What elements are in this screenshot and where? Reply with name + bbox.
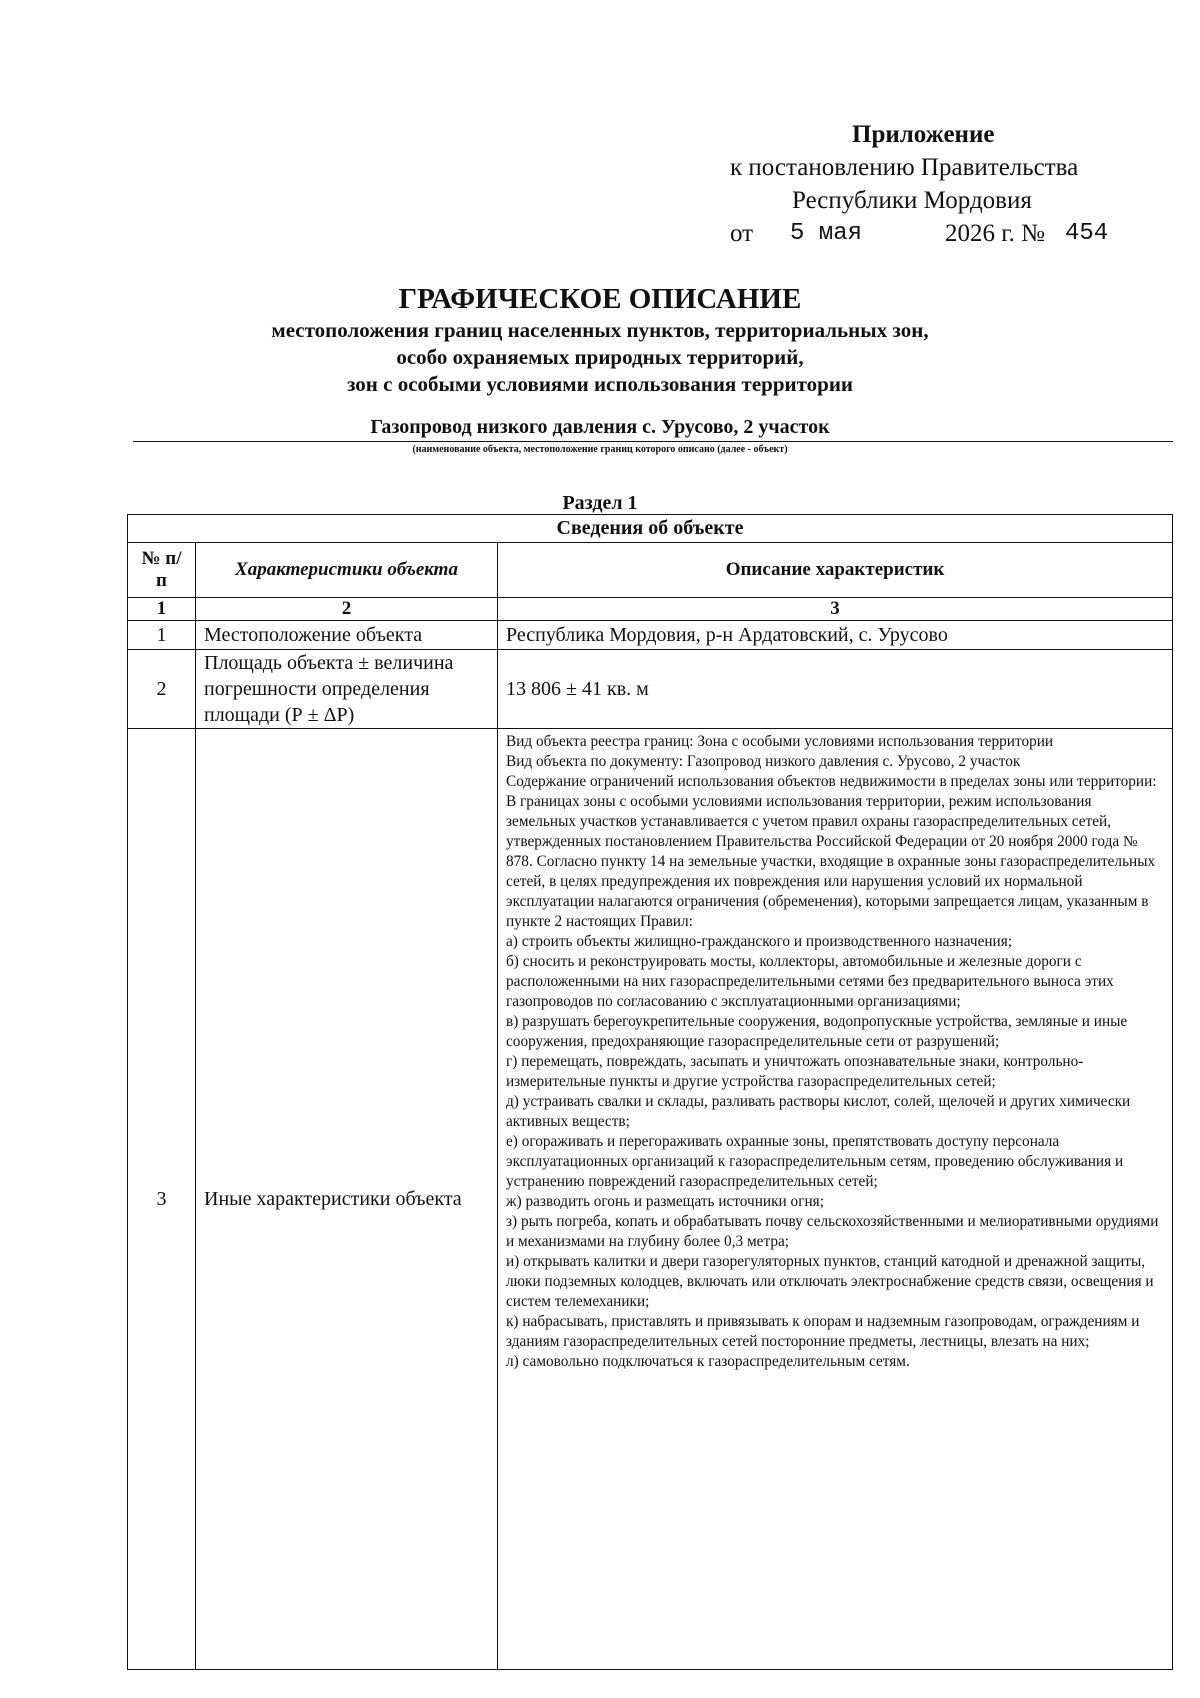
column-number: 3 bbox=[498, 598, 1173, 621]
appendix-line-1: к постановлению Правительства bbox=[730, 154, 1079, 181]
object-caption: (наименование объекта, местоположение границ которого описано (далее - объект) bbox=[412, 444, 788, 455]
header-number: № п/п bbox=[128, 543, 196, 598]
row-characteristic: Иные характеристики объекта bbox=[196, 729, 498, 1670]
table-title-row bbox=[128, 515, 1173, 543]
header-description: Описание характеристик bbox=[498, 543, 1173, 598]
header-characteristics: Характеристики объекта bbox=[196, 543, 498, 598]
table-title: Сведения об объекте bbox=[128, 515, 1173, 543]
table-row bbox=[128, 621, 1173, 650]
column-number: 1 bbox=[128, 598, 196, 621]
object-name: Газопровод низкого давления с. Урусово, 2 участок bbox=[370, 416, 830, 438]
subtitle-line: особо охраняемых природных территорий, bbox=[396, 345, 804, 369]
appendix-date: 5 мая bbox=[790, 220, 863, 247]
subtitle-line: зон с особыми условиями использования территории bbox=[346, 372, 854, 396]
object-name-underline bbox=[133, 441, 1173, 442]
appendix-line-2: Республики Мордовия bbox=[792, 187, 1032, 214]
row-number: 3 bbox=[128, 729, 196, 1670]
object-info-table bbox=[127, 514, 1173, 1670]
table-row bbox=[128, 729, 1173, 1670]
table-row bbox=[128, 650, 1173, 729]
document-title: ГРАФИЧЕСКОЕ ОПИСАНИЕ bbox=[398, 283, 802, 315]
row-number: 2 bbox=[128, 650, 196, 729]
row-value: Вид объекта реестра границ: Зона с особыми условиями использования территории Вид объекта по документу: Газопровод низкого давления с. Урусово, 2 участок Содержание ограничений использования объектов недвижимости в пределах зоны или территории: В границах зоны с особыми условиями использования территории, режим использования земельных участков устанавливается с учетом правил охраны газораспределительных сетей, утвержденных постановлением Правительства Российской Федерации от 20 ноября 2000 года № 878. Согласно пункту 14 на земельные участки, входящие в охранные зоны газораспределительных сетей, в целях предупреждения их повреждения или нарушения условий их нормальной эксплуатации налагаются ограничения (обременения), которыми запрещается лицам, указанным в пункте 2 настоящих Правил: а) строить объекты жилищно-гражданского и производственного назначения; б) сносить и реконструировать мосты, коллекторы, автомобильные и железные дороги с расположенными на них газораспределительными сетями без предварительного выноса этих газопроводов по согласованию с эксплуатационными организациями; в) разрушать берегоукрепительные сооружения, водопропускные устройства, земляные и иные сооружения, предохраняющие газораспределительные сети от разрушений; г) перемещать, повреждать, засыпать и уничтожать опознавательные знаки, контрольно-измерительные пункты и другие устройства газораспределительных сетей; д) устраивать свалки и склады, разливать растворы кислот, солей, щелочей и других химически активных веществ; е) огораживать и перегораживать охранные зоны, препятствовать доступу персонала эксплуатационных организаций к газораспределительным сетям, проведению обслуживания и устранению повреждений газораспределительных сетей; ж) разводить огонь и размещать источники огня; з) рыть погреба, копать и обрабатывать почву сельскохозяйственными и мелиоративными орудиями и механизмами на глубину более 0,3 метра; и) открывать калитки и двери газорегуляторных пунктов, станций катодной и дренажной защиты, люки подземных колодцев, включать или отключать электроснабжение средств связи, освещения и систем телемеханики; к) набрасывать, приставлять и привязывать к опорам и надземным газопроводам, ограждениям и зданиям газораспределительных сетей посторонние предметы, лестницы, влезать на них; л) самовольно подключаться к газораспределительным сетям. bbox=[498, 729, 1173, 1670]
row-value: Республика Мордовия, р-н Ардатовский, с. Урусово bbox=[498, 621, 1173, 650]
document-subtitle bbox=[0, 317, 1200, 398]
subtitle-line: местоположения границ населенных пунктов, территориальных зон, bbox=[271, 318, 929, 342]
appendix-title: Приложение bbox=[852, 121, 995, 148]
column-number: 2 bbox=[196, 598, 498, 621]
appendix-number: 454 bbox=[1065, 220, 1109, 247]
table-header-row bbox=[128, 543, 1173, 598]
row-number: 1 bbox=[128, 621, 196, 650]
appendix-year: 2026 г. № bbox=[945, 220, 1046, 247]
appendix-date-line bbox=[730, 217, 1150, 253]
row-value: 13 806 ± 41 кв. м bbox=[498, 650, 1173, 729]
column-numbers-row bbox=[128, 598, 1173, 621]
row-characteristic: Площадь объекта ± величина погрешности определения площади (Р ± ΔР) bbox=[196, 650, 498, 729]
row-characteristic: Местоположение объекта bbox=[196, 621, 498, 650]
section-label: Раздел 1 bbox=[562, 492, 638, 514]
appendix-block bbox=[730, 118, 1150, 253]
appendix-from: от bbox=[730, 220, 754, 247]
